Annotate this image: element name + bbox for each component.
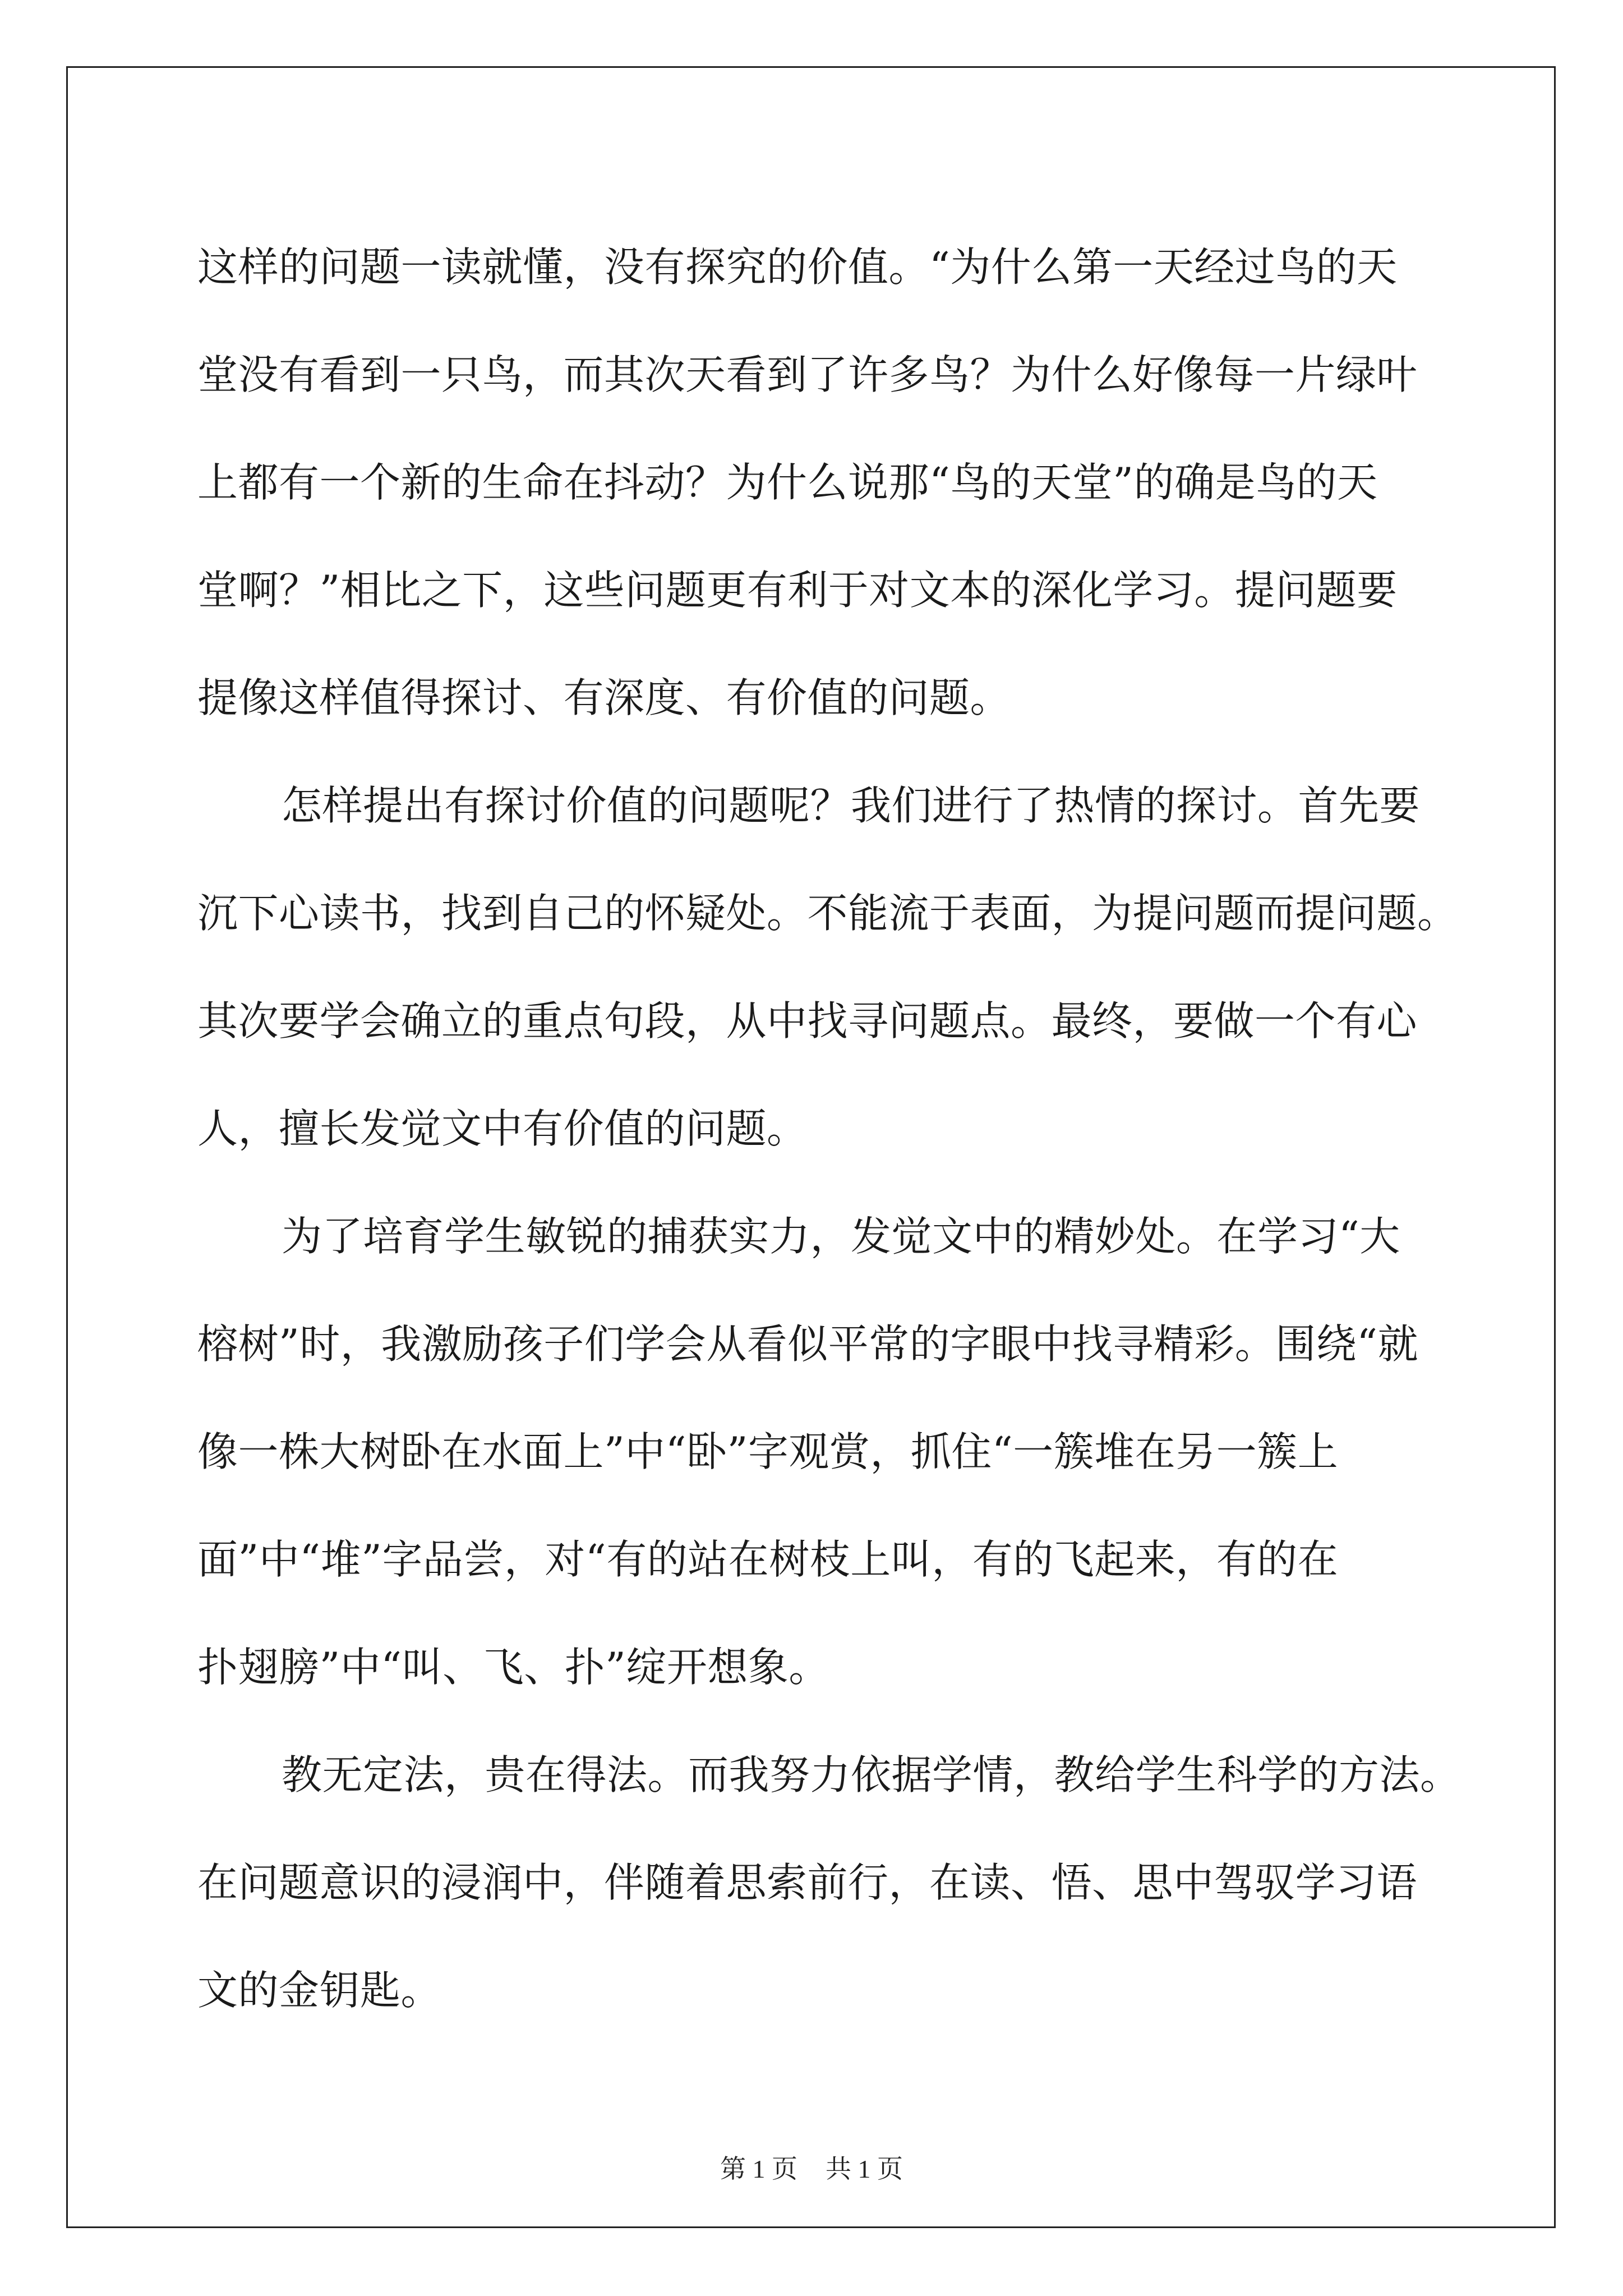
text-line: 文的金钥匙。 <box>197 1967 442 2014</box>
page-total: 共 1 页 <box>826 2155 903 2183</box>
text-line: 堂没有看到一只鸟，而其次天看到了许多鸟？为什么好像每一片绿叶 <box>197 351 1418 398</box>
text-line: 榕树”时，我激励孩子们学会从看似平常的字眼中找寻精彩。围绕“就 <box>197 1320 1419 1368</box>
text-line: 为了培育学生敏锐的捕获实力，发觉文中的精妙处。在学习“大 <box>282 1213 1400 1260</box>
text-line: 人，擅长发觉文中有价值的问题。 <box>197 1105 808 1152</box>
page-footer <box>0 2148 1623 2185</box>
text-line: 面”中“堆”字品尝，对“有的站在树枝上叫，有的飞起来，有的在 <box>197 1536 1339 1583</box>
text-line: 在问题意识的浸润中，伴随着思索前行，在读、悟、思中驾驭学习语 <box>197 1859 1418 1906</box>
text-line: 沉下心读书，找到自己的怀疑处。不能流于表面，为提问题而提问题。 <box>197 890 1458 937</box>
text-line: 扑翅膀”中“叫、飞、扑”绽开想象。 <box>197 1644 829 1691</box>
text-line: 这样的问题一读就懂，没有探究的价值。“为什么第一天经过鸟的天 <box>197 243 1398 291</box>
text-line: 堂啊？”相比之下，这些问题更有利于对文本的深化学习。提问题要 <box>197 567 1398 614</box>
text-line: 教无定法，贵在得法。而我努力依据学情，教给学生科学的方法。 <box>282 1751 1461 1798</box>
text-line: 提像这样值得探讨、有深度、有价值的问题。 <box>197 674 1011 721</box>
paragraph-1 <box>197 213 1431 752</box>
paragraph-3 <box>197 1182 1431 1721</box>
text-line: 其次要学会确立的重点句段，从中找寻问题点。最终，要做一个有心 <box>197 997 1418 1045</box>
document-body <box>197 213 1461 2044</box>
text-line: 怎样提出有探讨价值的问题呢？我们进行了热情的探讨。首先要 <box>282 782 1421 829</box>
paragraph-2 <box>197 752 1458 1182</box>
text-line: 上都有一个新的生命在抖动？为什么说那“鸟的天堂”的确是鸟的天 <box>197 459 1378 506</box>
page-number: 第 1 页 <box>720 2155 797 2183</box>
paragraph-4 <box>197 1721 1461 2044</box>
text-line: 像一株大树卧在水面上”中“卧”字观赏，抓住“一簇堆在另一簇上 <box>197 1428 1339 1475</box>
